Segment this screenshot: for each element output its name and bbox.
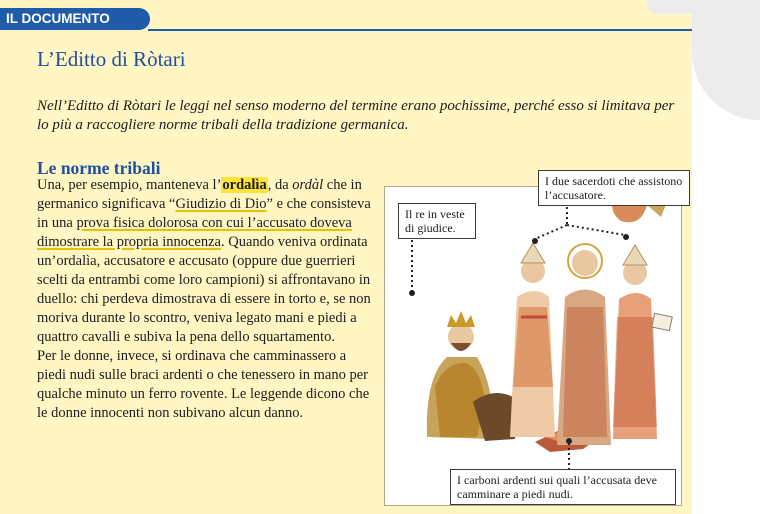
term-highlight: ordalìa — [222, 177, 267, 193]
section-subtitle: Le norme tribali — [37, 158, 161, 178]
callout-coals: I carboni ardenti sui quali l’accusata deve camminare a piedi nudi. — [450, 469, 676, 505]
callout-king: Il re in veste di giudice. — [398, 203, 476, 239]
term-origin: ordàl — [292, 177, 324, 193]
section-tab: IL DOCUMENTO — [0, 8, 150, 30]
corner-notch — [646, 0, 692, 14]
paragraph-2: Per le donne, invece, si ordinava che camminassero a piedi nudi sulle braci ardenti o che tenessero in mano per qualche minuto un ferro rovente. Le leggende dicono che le donne innocenti non subivano alcun danno. — [37, 348, 370, 421]
central-priest-figure — [557, 244, 611, 445]
term-meaning: Giudizio di Dio — [175, 196, 267, 212]
paragraph-1: Una, per esempio, manteneva l’ordalìa, da ordàl che in germanico significava “Giudizio di Dio” e che consisteva in una prova fisica dolorosa con cui l’accusato doveva dimostrare la propria innocenza. Quando veniva ordinata un’ordalìa, accusatore e accusato (oppure due guerrieri scelti da entrambi come loro campioni) si affrontavano in duello: chi perdeva dimostrava di essere in torto e, se non moriva durante lo scontro, veniva legato mani e piedi a quattro cavalli e subiva la pena dello squartamento. — [37, 177, 371, 345]
header-rule — [148, 29, 692, 31]
term-definition: prova fisica dolorosa con cui l’accusato doveva dimostrare la propria innocenza — [37, 215, 352, 250]
right-priest-figure — [613, 245, 672, 439]
corner-decoration — [692, 0, 760, 120]
left-priest-figure — [510, 243, 555, 437]
article-title: L’Editto di Ròtari — [37, 47, 186, 71]
callout-priests: I due sacerdoti che assistono l’accusatore. — [538, 170, 690, 206]
king-figure — [427, 311, 515, 441]
article-intro: Nell’Editto di Ròtari le leggi nel senso moderno del termine erano pochissime, perché esso si limitava per lo più a raccogliere norme tribali della tradizione germanica. — [37, 98, 675, 133]
body-text — [37, 176, 377, 423]
